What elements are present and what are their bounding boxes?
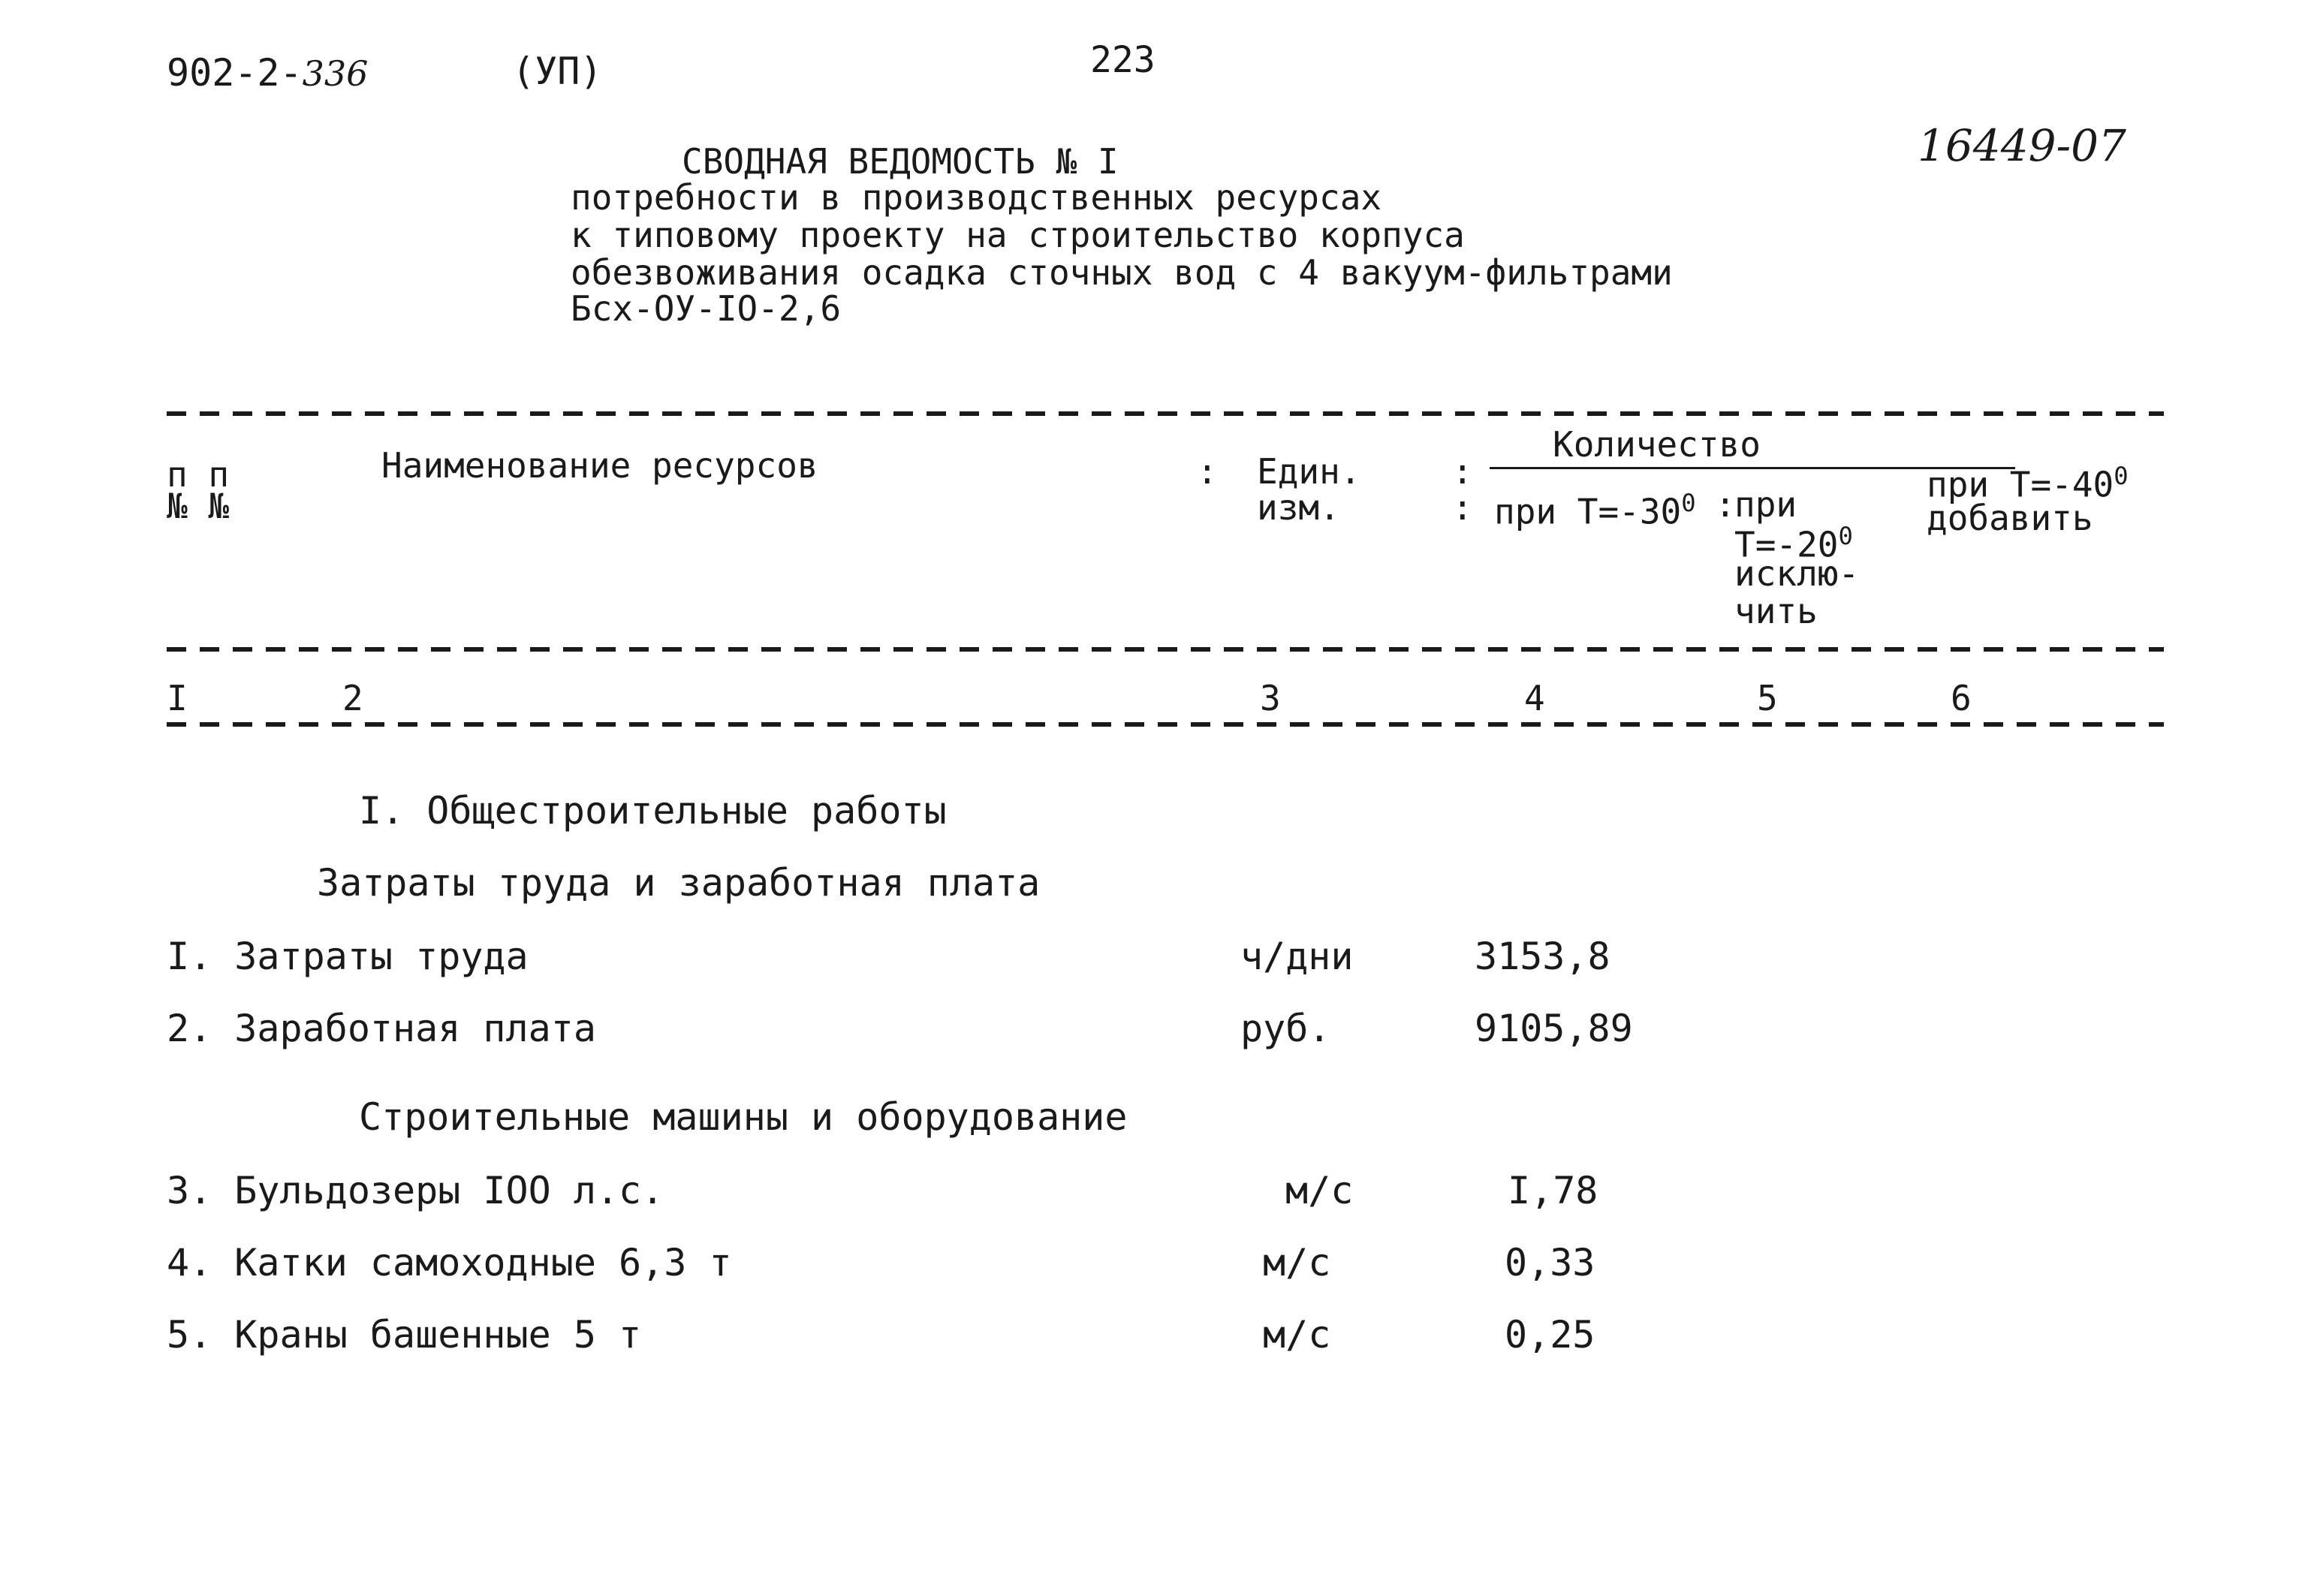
document-code-handwritten: 336 xyxy=(302,53,369,94)
document-code xyxy=(167,51,368,95)
row-name: 5. Краны башенные 5 т xyxy=(167,1313,642,1357)
col-separator: : xyxy=(1452,487,1473,528)
qty-col-5-header-c: исклю- xyxy=(1734,553,1860,594)
column-number: I xyxy=(167,680,192,716)
row-name: 2. Заработная плата xyxy=(167,1007,596,1050)
row-quantity: I,78 xyxy=(1508,1169,1598,1212)
header-top-rule xyxy=(167,411,2164,416)
document-tag: (УП) xyxy=(512,50,603,93)
col-number-header-1: п п xyxy=(167,454,230,495)
title-line-3: к типовому проекту на строительство корпуса xyxy=(571,215,1465,255)
qty-col-5-header-b: $Т=-20^0$ xyxy=(1734,522,1853,565)
qty-col-4-header: при $Т=-30^0$ xyxy=(1494,489,1696,532)
col-separator: : xyxy=(1715,484,1736,525)
page-number: 223 xyxy=(1090,39,1156,81)
column-number: 3 xyxy=(1255,680,1285,716)
row-unit: руб. xyxy=(1240,1007,1331,1050)
row-name: 3. Бульдозеры IOO л.с. xyxy=(167,1169,664,1212)
row-unit: м/с xyxy=(1263,1313,1331,1357)
col-name-header: Наименование ресурсов xyxy=(381,445,818,486)
subsection-heading: Затраты труда и заработная плата xyxy=(317,861,1041,905)
column-number: 2 xyxy=(338,680,368,716)
column-numbers-rule xyxy=(167,722,2164,727)
row-name: 4. Катки самоходные 6,3 т xyxy=(167,1241,732,1284)
row-unit: м/с xyxy=(1263,1241,1331,1284)
header-bottom-rule xyxy=(167,647,2164,652)
title-line-2: потребности в производственных ресурсах xyxy=(571,177,1382,218)
qty-col-6-header-b: добавить xyxy=(1927,498,2093,538)
document-code-print: 902-2- xyxy=(167,51,303,95)
row-unit: ч/дни xyxy=(1240,935,1354,978)
col-unit-header-1: Един. xyxy=(1257,451,1361,492)
section-heading: I. Общестроительные работы xyxy=(359,789,947,833)
column-number: 6 xyxy=(1946,680,1976,716)
qty-col-5-header-a: при xyxy=(1734,484,1797,525)
title-line-4: обезвоживания осадка сточных вод с 4 вакуум-фильтрами xyxy=(571,252,1673,293)
row-quantity: 0,33 xyxy=(1505,1241,1595,1284)
document-title: СВОДНАЯ ВЕДОМОСТЬ № I xyxy=(682,141,1119,182)
col-number-header-2: № № xyxy=(167,486,230,526)
col-separator: : xyxy=(1197,451,1218,492)
qty-col-5-header-d: чить xyxy=(1734,591,1818,631)
archive-number: 16449-07 xyxy=(1918,120,2126,171)
row-quantity: 0,25 xyxy=(1505,1313,1595,1357)
row-quantity: 9105,89 xyxy=(1475,1007,1633,1050)
col-unit-header-2: изм. xyxy=(1257,487,1340,528)
column-number: 5 xyxy=(1752,680,1782,716)
row-unit: м/с xyxy=(1285,1169,1354,1212)
column-number: 4 xyxy=(1520,680,1550,716)
col-separator: : xyxy=(1452,451,1473,492)
title-line-5: Бсх-ОУ-IO-2,6 xyxy=(571,288,842,329)
quantity-header: Количество xyxy=(1553,424,1761,465)
subsection-heading: Строительные машины и оборудование xyxy=(359,1095,1128,1139)
row-name: I. Затраты труда xyxy=(167,935,529,978)
qty-col-6-header-a: при $Т=-40^0$ xyxy=(1927,462,2129,505)
row-quantity: 3153,8 xyxy=(1475,935,1610,978)
